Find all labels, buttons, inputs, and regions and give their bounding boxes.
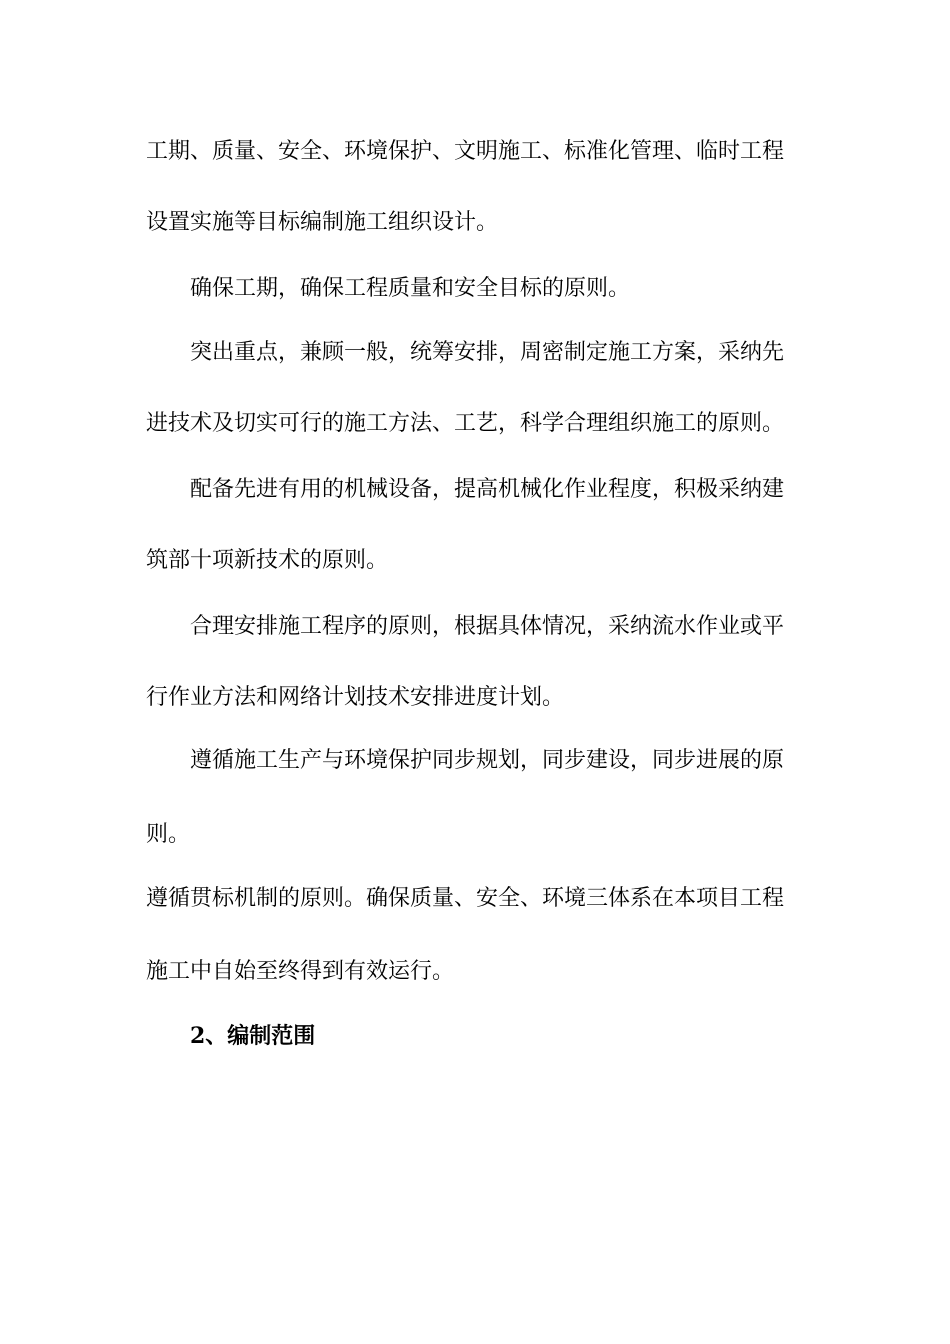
paragraph-line: 则。 xyxy=(146,822,191,847)
paragraph-line: 筑部十项新技术的原则。 xyxy=(146,548,389,573)
paragraph-line: 施工中自始至终得到有效运行。 xyxy=(146,959,455,984)
section-heading: 2、编制范围 xyxy=(190,1023,316,1049)
paragraph-line: 工期、质量、安全、环境保护、文明施工、标准化管理、临时工程 xyxy=(146,139,785,164)
paragraph-line: 遵循施工生产与环境保护同步规划，同步建设，同步进展的原 xyxy=(190,748,785,773)
paragraph-line: 行作业方法和网络计划技术安排进度计划。 xyxy=(146,685,565,710)
paragraph-line: 进技术及切实可行的施工方法、工艺，科学合理组织施工的原则。 xyxy=(146,411,785,436)
paragraph-line: 设置实施等目标编制施工组织设计。 xyxy=(146,210,499,235)
paragraph-line: 合理安排施工程序的原则，根据具体情况，采纳流水作业或平 xyxy=(190,614,785,639)
paragraph-line: 确保工期，确保工程质量和安全目标的原则。 xyxy=(190,276,631,301)
paragraph-line: 配备先进有用的机械设备，提高机械化作业程度，积极采纳建 xyxy=(190,477,785,502)
paragraph-line: 遵循贯标机制的原则。确保质量、安全、环境三体系在本项目工程 xyxy=(146,886,785,911)
paragraph-line: 突出重点，兼顾一般，统筹安排，周密制定施工方案，采纳先 xyxy=(190,340,785,365)
